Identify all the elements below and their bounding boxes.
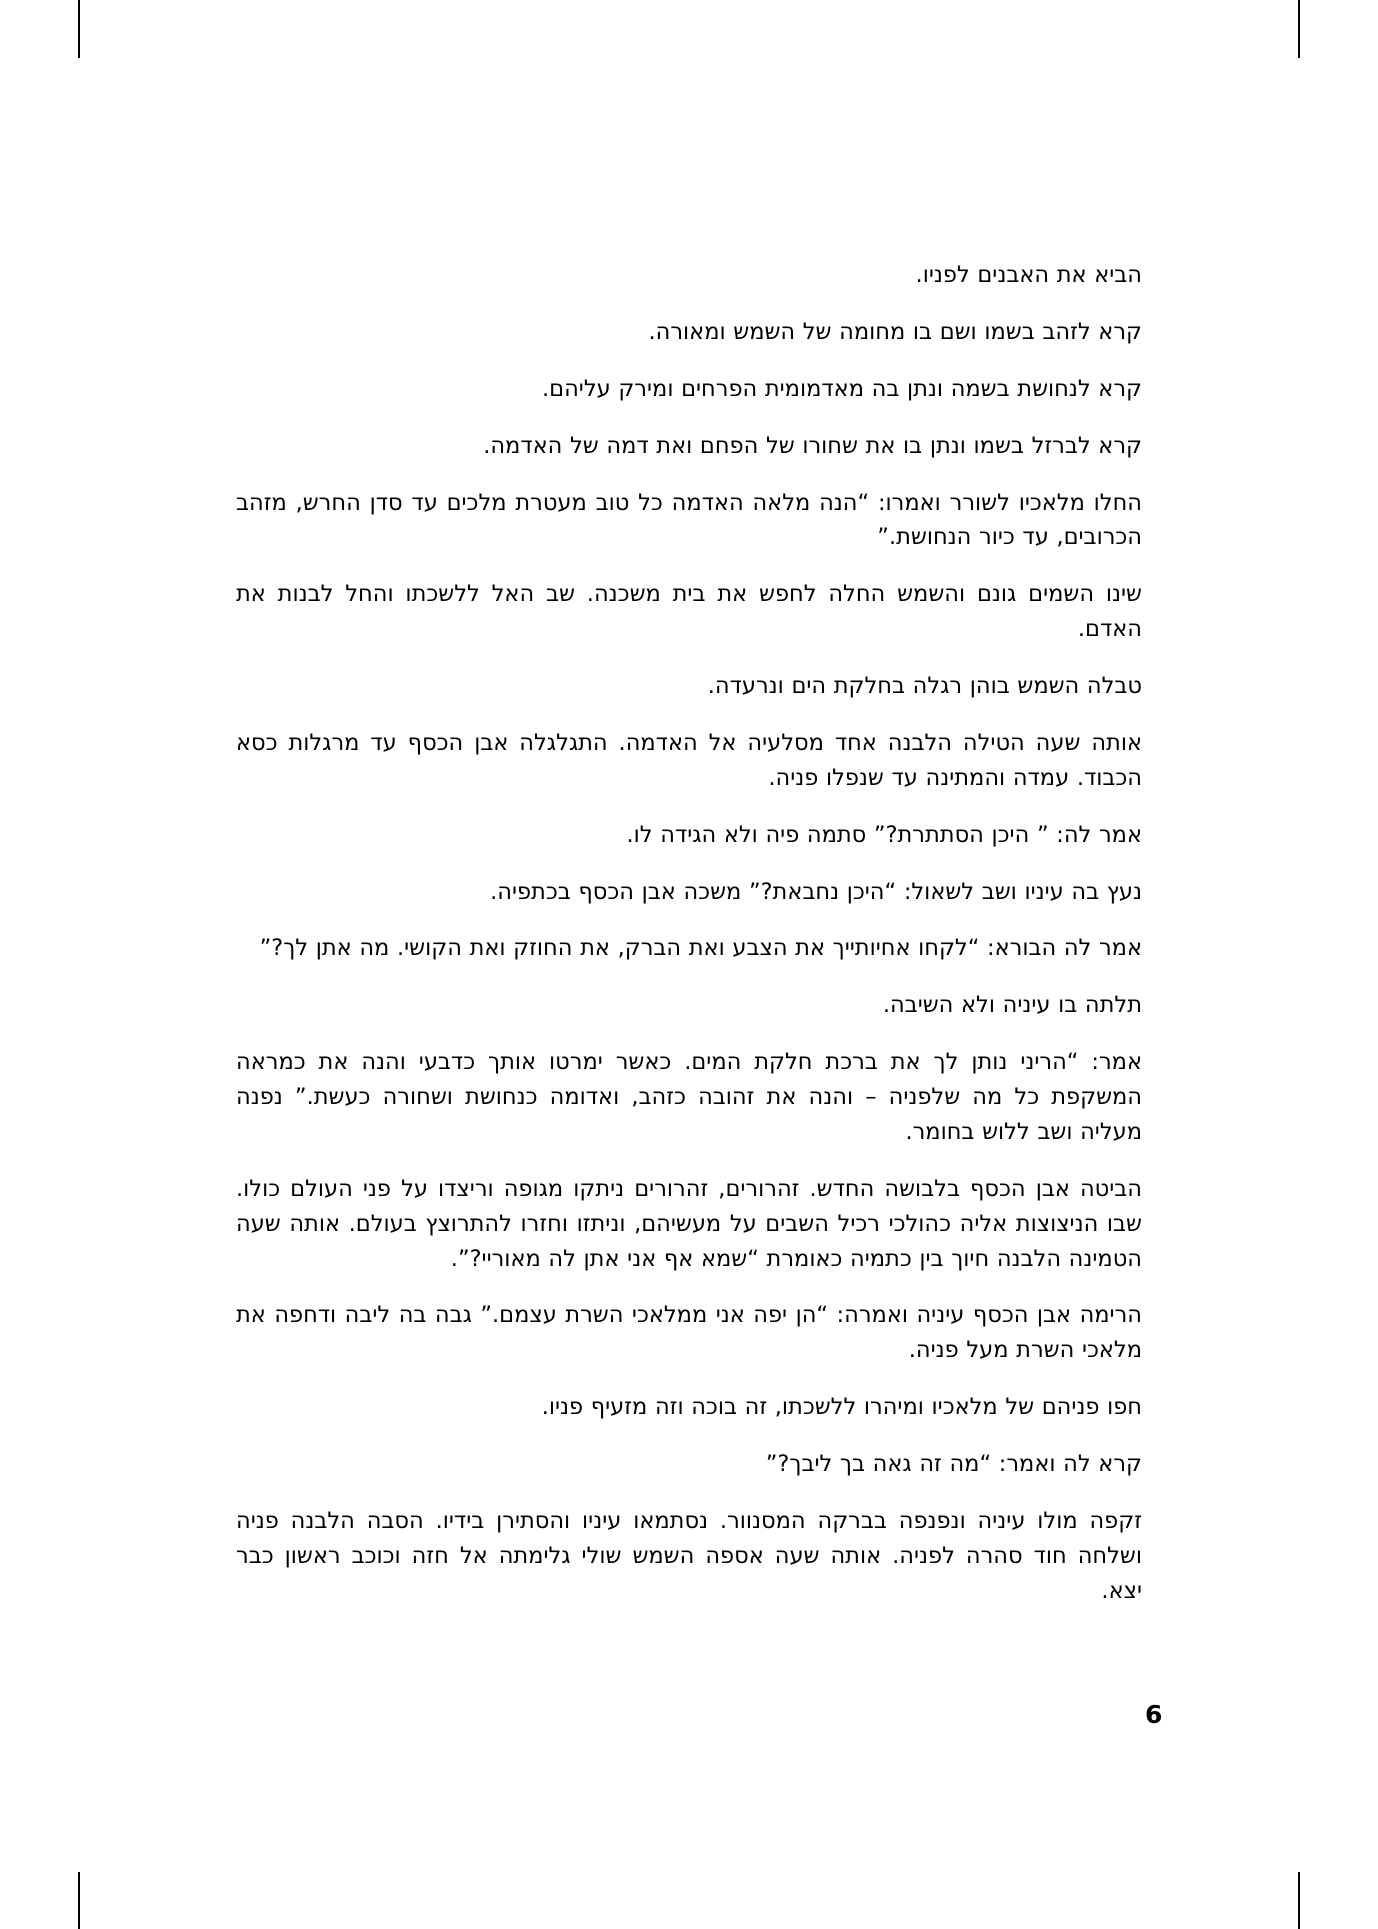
paragraph: חפו פניהם של מלאכיו ומיהרו ללשכתו, זה בוכה וזה מזעיף פניו.: [541, 1394, 1142, 1421]
crop-mark-top-left: [78, 0, 80, 58]
paragraph: קרא לזהב בשמו ושם בו מחומה של השמש ומאורה.: [648, 318, 1142, 345]
page-number: 6: [1145, 1700, 1163, 1729]
paragraph: אמר: “הריני נותן לך את ברכת חלקת המים. כאשר ימרטו אותך כדבעי והנה את כמראה המשקפת כל מה שלפניה – והנה את זהובה כזהב, ואדומה כנחושת ושחורה כעשת.” נפנה מעליה ושב ללוש בחומר.: [236, 1049, 1142, 1145]
paragraph: טבלה השמש בוהן רגלה בחלקת הים ונרעדה.: [707, 673, 1142, 699]
paragraph: תלתה בו עיניה ולא השיבה.: [882, 992, 1142, 1019]
crop-mark-bottom-right: [1298, 1872, 1300, 1929]
paragraph: נעץ בה עיניו ושב לשאול: “היכן נחבאת?” משכה אבן הכסף בכתפיה.: [490, 878, 1142, 905]
crop-mark-top-right: [1298, 0, 1300, 58]
paragraph: הרימה אבן הכסף עיניה ואמרה: “הן יפה אני ממלאכי השרת עצמם.” גבה בה ליבה ודחפה את מלאכי השרת מעל פניה.: [236, 1302, 1142, 1364]
paragraph: אמר לה: ” היכן הסתתרת?” סתמה פיה ולא הגידה לו.: [626, 821, 1142, 848]
page-body: [236, 258, 1142, 1631]
paragraph: אמר לה הבורא: “לקחו אחיותייך את הצבע ואת הברק, את החוזק ואת הקושי. מה אתן לך?”: [259, 935, 1142, 962]
paragraph: זקפה מולו עיניה ונפנפה בברקה המסנוור. נסתמאו עיניו והסתירן בידיו. הסבה הלבנה פניה ושלחה חוד סהרה לפניה. אותה שעה אספה השמש שולי גלימתה אל חזה וכוכב ראשון כבר יצא.: [236, 1507, 1142, 1604]
crop-mark-bottom-left: [78, 1872, 80, 1929]
paragraph: קרא לה ואמר: “מה זה גאה בך ליבך?”: [765, 1451, 1142, 1477]
paragraph: קרא לברזל בשמו ונתן בו את שחורו של הפחם ואת דמה של האדמה.: [483, 432, 1142, 459]
paragraph: הביא את האבנים לפניו.: [915, 262, 1142, 288]
paragraph: הביטה אבן הכסף בלבושה החדש. זהרורים, זהרורים ניתקו מגופה וריצדו על פני העולם כולו. שבו הניצוצות אליה כהולכי רכיל השבים על מעשיהם, וניתזו וחזרו להתרוצץ בעולם. אותה שעה הטמינה הלבנה חיוך בין כתמיה כאומרת “שמא אף אני אתן לה מאוריי?”.: [236, 1175, 1142, 1272]
paragraph: אותה שעה הטילה הלבנה אחד מסלעיה אל האדמה. התגלגלה אבן הכסף עד מרגלות כסא הכבוד. עמדה והמתינה עד שנפלו פניה.: [236, 729, 1142, 791]
paragraph: קרא לנחושת בשמה ונתן בה מאדמומית הפרחים ומירק עליהם.: [542, 375, 1142, 402]
paragraph: החלו מלאכיו לשורר ואמרו: “הנה מלאה האדמה כל טוב מעטרת מלכים עד סדן החרש, מזהב הכרובים, עד כיור הנחושת.”: [236, 489, 1142, 551]
paragraph: שינו השמים גונם והשמש החלה לחפש את בית משכנה. שב האל ללשכתו והחל לבנות את האדם.: [236, 581, 1142, 643]
